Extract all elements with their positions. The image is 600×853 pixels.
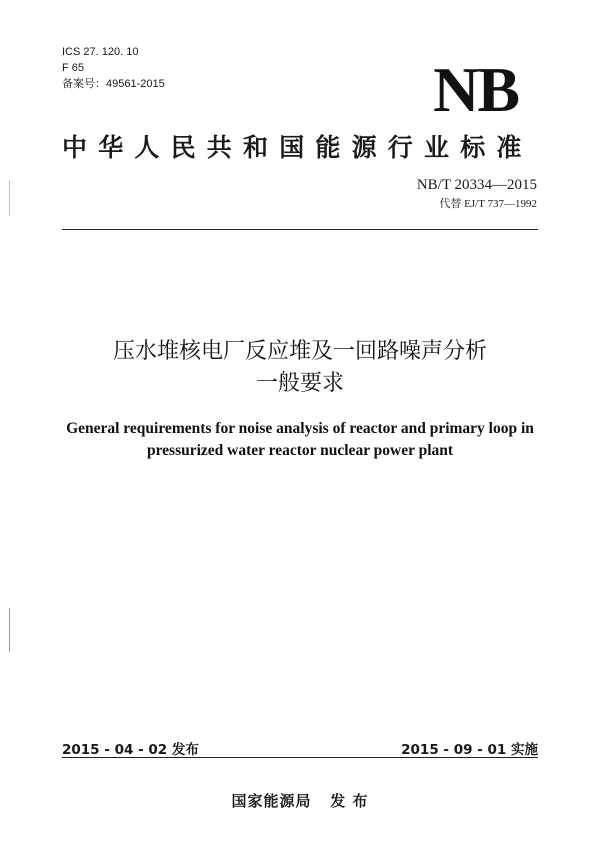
english-title <box>0 418 600 462</box>
nb-logo: NB <box>433 54 518 125</box>
chinese-title <box>0 336 600 400</box>
english-title-line-2: pressurized water reactor nuclear power plant <box>146 442 454 459</box>
classification-block <box>62 44 165 92</box>
standard-category-title: 中华人民共和国能源行业标准 <box>62 133 533 162</box>
english-title-line-1: General requirements for noise analysis of reactor and primary loop in <box>66 420 534 437</box>
publisher: 国家能源局 发 布 <box>231 792 369 810</box>
replaces-standard: 代替 EJ/T 737—1992 <box>439 198 537 210</box>
standard-code-block <box>417 176 537 212</box>
chinese-title-line-2: 一般要求 <box>255 371 344 396</box>
class-code: F 65 <box>62 62 85 74</box>
ics-code: ICS 27. 120. 10 <box>62 46 139 58</box>
issue-date: 2015 - 04 - 02 发布 <box>62 742 199 758</box>
effective-date: 2015 - 09 - 01 实施 <box>401 742 538 758</box>
chinese-title-line-1: 压水堆核电厂反应堆及一回路噪声分析 <box>112 339 487 364</box>
scan-margin-mark <box>9 180 10 216</box>
scan-margin-mark <box>9 608 10 652</box>
standard-number: NB/T 20334—2015 <box>416 177 537 193</box>
filing-number: 备案号：49561-2015 <box>62 78 165 90</box>
header-divider <box>62 229 538 230</box>
footer-divider <box>62 757 538 758</box>
